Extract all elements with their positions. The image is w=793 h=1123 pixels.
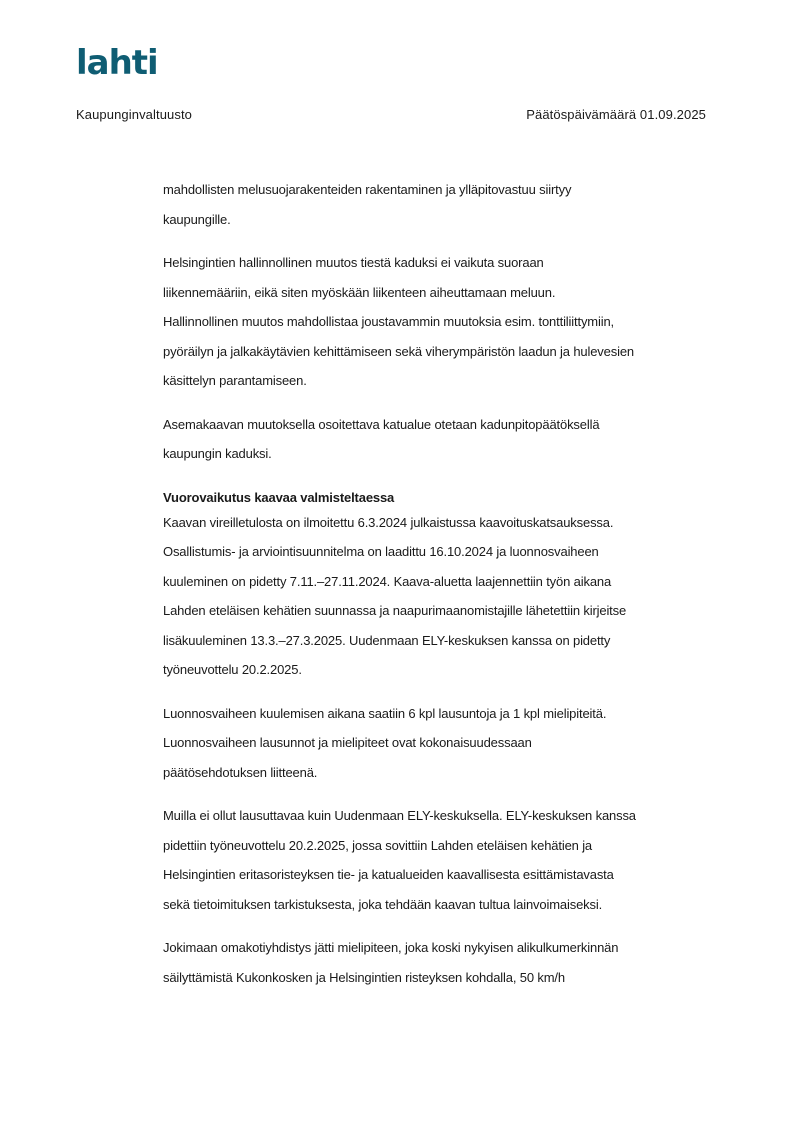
- paragraph-street-area: [163, 412, 723, 471]
- text-line: lisäkuuleminen 13.3.–27.3.2025. Uudenmaan ELY-keskuksen kanssa on pidetty: [163, 632, 611, 648]
- text-line: kaupungille.: [163, 211, 231, 227]
- text-line: Kaavan vireilletulosta on ilmoitettu 6.3.2024 julkaistussa kaavoituskatsauksessa.: [163, 514, 614, 530]
- text-line: Lahden eteläisen kehätien suunnassa ja naapurimaanomistajille lähetettiin kirjeitse: [163, 603, 627, 618]
- paragraph-noise-barriers: [163, 177, 723, 236]
- text-line: pyöräilyn ja jalkakäytävien kehittämiseen sekä viherympäristön laadun ja hulevesien: [163, 343, 634, 359]
- text-line: Luonnosvaiheen kuulemisen aikana saatiin 6 kpl lausuntoja ja 1 kpl mielipiteitä.: [163, 705, 607, 721]
- text-line: Luonnosvaiheen lausunnot ja mielipiteet ovat kokonaisuudessaan: [163, 735, 532, 750]
- text-line: säilyttämistä Kukonkosken ja Helsingintien risteyksen kohdalla, 50 km/h: [163, 969, 565, 985]
- text-line: Jokimaan omakotiyhdistys jätti mielipiteen, joka koski nykyisen alikulkumerkinnän: [163, 940, 619, 955]
- document-body: [163, 177, 723, 1008]
- text-line: Asemakaavan muutoksella osoitettava katualue otetaan kadunpitopäätöksellä: [163, 416, 600, 432]
- text-line: käsittelyn parantamiseen.: [163, 373, 307, 388]
- text-line: liikennemääriin, eikä siten myöskään liikenteen aiheuttamaan meluun.: [163, 284, 556, 300]
- text-line: Muilla ei ollut lausuttavaa kuin Uudenmaan ELY-keskuksella. ELY-keskuksen kanssa: [163, 808, 636, 823]
- text-line: Helsingintien hallinnollinen muutos tiestä kaduksi ei vaikuta suoraan: [163, 255, 544, 270]
- text-line: Osallistumis- ja arviointisuunnitelma on laadittu 16.10.2024 ja luonnosvaiheen: [163, 544, 599, 559]
- text-line: Helsingintien eritasoristeyksen tie- ja katualueiden kaavallisesta esittämistavasta: [163, 867, 614, 882]
- lahti-logo: lahti: [76, 43, 158, 83]
- section-heading: Vuorovaikutus kaavaa valmisteltaessa: [163, 489, 395, 505]
- text-line: päätösehdotuksen liitteenä.: [163, 764, 318, 780]
- decision-date: Päätöspäivämäärä 01.09.2025: [526, 107, 706, 122]
- section-interaction: [163, 485, 723, 687]
- text-line: kuuleminen on pidetty 7.11.–27.11.2024. Kaava-aluetta laajennettiin työn aikana: [163, 573, 612, 589]
- text-line: pidettiin työneuvottelu 20.2.2025, jossa sovittiin Lahden eteläisen kehätien ja: [163, 837, 593, 853]
- text-line: Hallinnollinen muutos mahdollistaa joustavammin muutoksia esim. tonttiliittymiin,: [163, 314, 614, 329]
- paragraph-jokimaa-opinion: [163, 935, 723, 994]
- paragraph-administrative-change: [163, 250, 723, 398]
- organization-name: Kaupunginvaltuusto: [76, 107, 193, 122]
- paragraph-statements: [163, 701, 723, 790]
- text-line: työneuvottelu 20.2.2025.: [163, 662, 302, 677]
- paragraph-ely-centre: [163, 803, 723, 921]
- text-line: kaupungin kaduksi.: [163, 446, 272, 461]
- text-line: mahdollisten melusuojarakenteiden rakentaminen ja ylläpitovastuu siirtyy: [163, 182, 572, 197]
- text-line: sekä tietoimituksen tarkistuksesta, joka tehdään kaavan tultua lainvoimaiseksi.: [163, 896, 603, 912]
